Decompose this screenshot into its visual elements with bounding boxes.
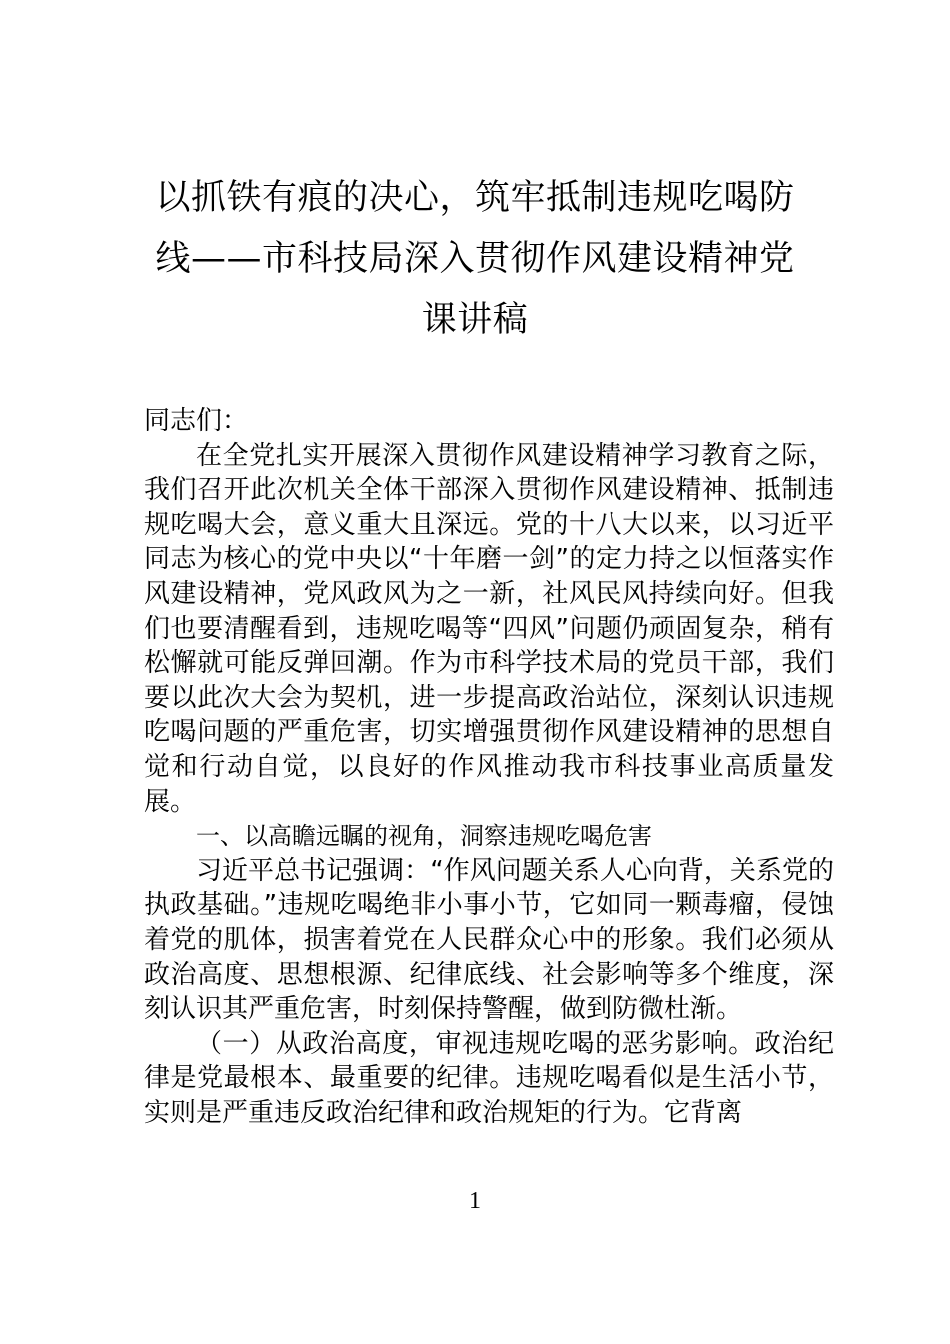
paragraph-subsection-one: （一）从政治高度，审视违规吃喝的恶劣影响。政治纪律是党最根本、最重要的纪律。违规吃喝看似是生活小节，实则是严重违反政治纪律和政治规矩的行为。它背离 bbox=[144, 1028, 834, 1128]
paragraph-intro: 在全党扎实开展深入贯彻作风建设精神学习教育之际，我们召开此次机关全体干部深入贯彻作风建设精神、抵制违规吃喝大会，意义重大且深远。党的十八大以来，以习近平同志为核心的党中央以“十年磨一剑”的定力持之以恒落实作风建设精神，党风政风为之一新，社风民风持续向好。但我们也要清醒看到，违规吃喝等“四风”问题仍顽固复杂，稍有松懈就可能反弹回潮。作为市科学技术局的党员干部，我们要以此次大会为契机，进一步提高政治站位，深刻认识违规吃喝问题的严重危害，切实增强贯彻作风建设精神的思想自觉和行动自觉，以良好的作风推动我市科技事业高质量发展。 bbox=[144, 440, 834, 817]
paragraph-section-one: 习近平总书记强调：“作风问题关系人心向背，关系党的执政基础。”违规吃喝绝非小事小节，它如同一颗毒瘤，侵蚀着党的肌体，损害着党在人民群众心中的形象。我们必须从政治高度、思想根源、纪律底线、社会影响等多个维度，深刻认识其严重危害，时刻保持警醒，做到防微杜渐。 bbox=[144, 855, 834, 1025]
section-heading-one: 一、以高瞻远瞩的视角，洞察违规吃喝危害 bbox=[196, 822, 652, 851]
document-title: 以抓铁有痕的决心，筑牢抵制违规吃喝防线——市科技局深入贯彻作风建设精神党课讲稿 bbox=[155, 178, 795, 340]
salutation: 同志们： bbox=[144, 406, 249, 436]
page-number: 1 bbox=[469, 1188, 481, 1214]
document-body bbox=[144, 404, 834, 1130]
